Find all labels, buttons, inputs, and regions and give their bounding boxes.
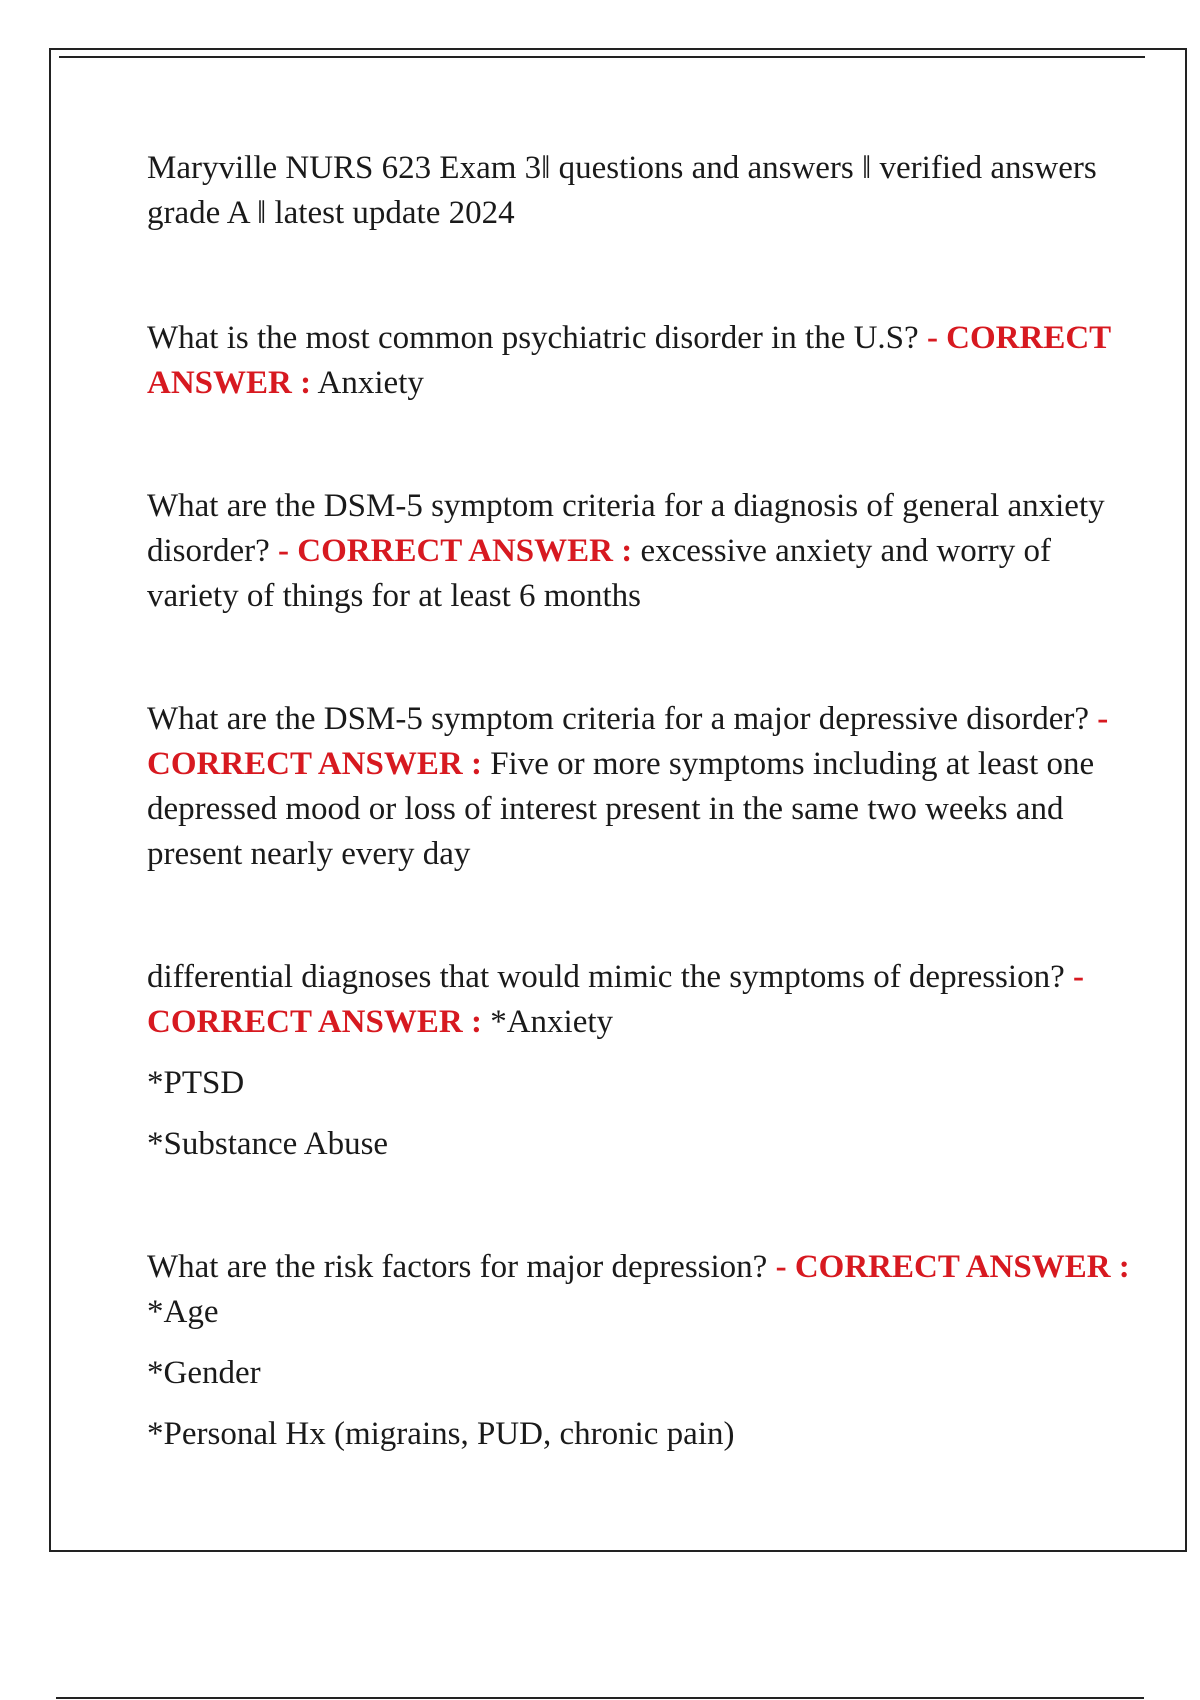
answer-list-item: *Gender — [147, 1355, 261, 1391]
answer-text: Five or more symptoms including at least one depressed mood or loss of interest present in the same two weeks and present nearly every day — [147, 746, 1095, 872]
correct-answer-marker: - CORRECT ANSWER : — [775, 1249, 1130, 1285]
correct-answer-marker: - CORRECT ANSWER : — [147, 959, 1084, 1040]
answer-text: *Age — [147, 1294, 219, 1330]
correct-answer-marker: - CORRECT ANSWER : — [147, 320, 1111, 401]
qa-item — [147, 697, 1137, 877]
answer-text: Anxiety — [317, 365, 424, 401]
question-text: What are the DSM-5 symptom criteria for a major depressive disorder? — [147, 701, 1090, 737]
qa-item — [147, 1245, 1137, 1457]
answer-text: *Anxiety — [490, 1004, 614, 1040]
document-title: Maryville NURS 623 Exam 3‖ questions and answers ‖ verified answers grade A ‖ latest update 2024 — [147, 150, 1097, 231]
top-rule — [59, 56, 1145, 58]
answer-list-item: *Substance Abuse — [147, 1126, 389, 1162]
qa-text — [147, 1245, 1137, 1335]
qa-text — [147, 484, 1137, 619]
qa-text — [147, 316, 1137, 406]
bottom-rule — [56, 1697, 1144, 1699]
correct-answer-marker: - CORRECT ANSWER : — [278, 533, 633, 569]
page-frame — [49, 48, 1187, 1552]
qa-text — [147, 697, 1137, 877]
correct-answer-marker: - CORRECT ANSWER : — [147, 701, 1109, 782]
document-content — [147, 146, 1137, 1535]
answer-list-item: *PTSD — [147, 1065, 245, 1101]
qa-text — [147, 955, 1137, 1045]
qa-item — [147, 316, 1137, 406]
qa-item — [147, 484, 1137, 619]
question-text: What is the most common psychiatric disorder in the U.S? — [147, 320, 919, 356]
question-text: What are the DSM-5 symptom criteria for a diagnosis of general anxiety disorder? — [147, 488, 1105, 569]
question-text: What are the risk factors for major depression? — [147, 1249, 768, 1285]
answer-text: excessive anxiety and worry of variety of things for at least 6 months — [147, 533, 1052, 614]
qa-item — [147, 955, 1137, 1167]
answer-list-item: *Personal Hx (migrains, PUD, chronic pain) — [147, 1416, 735, 1452]
question-text: differential diagnoses that would mimic the symptoms of depression? — [147, 959, 1065, 995]
